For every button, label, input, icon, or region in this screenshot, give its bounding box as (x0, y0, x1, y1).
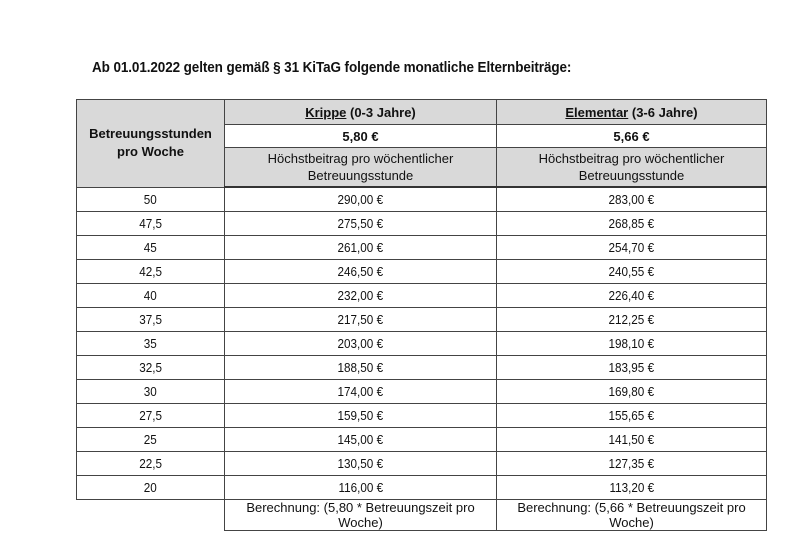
table-row (77, 284, 767, 308)
krippe-fee-cell (225, 428, 497, 452)
elementar-fee-cell-text: 254,70 € (608, 240, 655, 255)
elementar-fee-cell (497, 308, 767, 332)
table-row (77, 452, 767, 476)
hours-cell (77, 212, 225, 236)
krippe-fee-cell (225, 452, 497, 476)
krippe-age: (0-3 Jahre) (346, 104, 416, 120)
elementar-fee-cell (497, 187, 767, 212)
hours-cell-text: 45 (143, 240, 158, 255)
krippe-fee-cell-text: 232,00 € (337, 288, 384, 303)
hours-cell-text: 40 (143, 288, 158, 303)
elementar-fee-cell-text: 240,55 € (608, 264, 655, 279)
hours-cell (77, 284, 225, 308)
table-row (77, 332, 767, 356)
hours-cell-text: 32,5 (139, 360, 162, 375)
elementar-fee-cell-text: 113,20 € (609, 480, 654, 495)
elementar-calculation-note: Berechnung: (5,66 * Betreuungszeit pro Woche) (497, 500, 767, 531)
krippe-fee-cell (225, 332, 497, 356)
elementar-fee-cell (497, 428, 767, 452)
table-row (77, 404, 767, 428)
elementar-fee-cell-text: 155,65 € (608, 408, 655, 423)
hours-cell-text: 47,5 (139, 216, 162, 231)
krippe-fee-cell (225, 380, 497, 404)
hours-cell-text: 27,5 (139, 408, 162, 423)
hours-cell-text: 30 (143, 384, 158, 399)
krippe-desc-line1: Höchstbeitrag pro wöchentlicher (267, 151, 454, 166)
krippe-header (225, 100, 497, 125)
elementar-fee-cell (497, 212, 767, 236)
elementar-fee-cell-text: 283,00 € (608, 192, 655, 207)
krippe-fee-cell-text: 145,00 € (337, 432, 384, 447)
krippe-calculation-note: Berechnung: (5,80 * Betreuungszeit pro Woche) (225, 500, 497, 531)
krippe-fee-cell-text: 174,00 € (337, 384, 384, 399)
hours-cell (77, 356, 225, 380)
hours-cell-text: 42,5 (139, 264, 162, 279)
table-row (77, 428, 767, 452)
krippe-rate-description (225, 148, 497, 188)
krippe-fee-cell-text: 159,50 € (337, 408, 384, 423)
krippe-name: Krippe (305, 104, 347, 120)
elementar-fee-cell (497, 452, 767, 476)
hours-cell-text: 50 (143, 191, 158, 207)
elementar-fee-cell (497, 476, 767, 500)
hours-cell (77, 308, 225, 332)
elementar-rate-description (497, 148, 767, 188)
krippe-fee-cell-text: 290,00 € (337, 192, 384, 207)
table-row (77, 260, 767, 284)
elementar-fee-cell-text: 268,85 € (608, 216, 655, 231)
elementar-desc-line2: Betreuungsstunde (578, 168, 685, 183)
table-row (77, 187, 767, 212)
elementar-fee-cell-text: 183,95 € (608, 360, 655, 375)
hours-cell-text: 35 (143, 336, 158, 351)
krippe-fee-cell (225, 212, 497, 236)
table-row (77, 380, 767, 404)
krippe-fee-cell-text: 246,50 € (337, 264, 384, 279)
elementar-fee-cell (497, 236, 767, 260)
krippe-fee-cell (225, 476, 497, 500)
hours-cell-text: 25 (143, 432, 158, 447)
elementar-name: Elementar (565, 104, 629, 120)
table-row (77, 212, 767, 236)
hours-column-header (77, 100, 225, 188)
elementar-desc-line1: Höchstbeitrag pro wöchentlicher (538, 151, 725, 166)
elementar-fee-cell-text: 127,35 € (608, 456, 655, 471)
elementar-fee-cell (497, 260, 767, 284)
elementar-fee-cell-text: 198,10 € (608, 336, 655, 351)
hours-cell (77, 404, 225, 428)
elementar-fee-cell-text: 212,25 € (608, 312, 655, 327)
krippe-rate: 5,80 € (225, 125, 497, 148)
krippe-fee-cell-text: 261,00 € (337, 240, 384, 255)
krippe-fee-cell (225, 356, 497, 380)
elementar-fee-cell (497, 380, 767, 404)
krippe-fee-cell-text: 217,50 € (337, 312, 384, 327)
hours-cell-text: 22,5 (139, 456, 162, 471)
elementar-fee-cell (497, 404, 767, 428)
hours-cell (77, 260, 225, 284)
hours-cell (77, 428, 225, 452)
hours-header-line1: Betreuungsstunden (89, 126, 212, 142)
hours-cell (77, 187, 225, 212)
calculation-note-row (77, 500, 767, 531)
elementar-fee-cell-text: 169,80 € (608, 384, 655, 399)
hours-cell-text: 37,5 (139, 312, 162, 327)
krippe-fee-cell-text: 130,50 € (337, 456, 384, 471)
krippe-fee-cell (225, 187, 497, 212)
table-row (77, 476, 767, 500)
elementar-fee-cell (497, 356, 767, 380)
elementar-fee-cell-text: 141,50 € (608, 432, 655, 447)
table-row (77, 356, 767, 380)
hours-cell (77, 452, 225, 476)
krippe-fee-cell (225, 308, 497, 332)
hours-cell (77, 380, 225, 404)
krippe-fee-cell (225, 284, 497, 308)
empty-cell (77, 500, 225, 531)
fee-table (76, 99, 767, 531)
elementar-rate: 5,66 € (497, 125, 767, 148)
elementar-age: (3-6 Jahre) (628, 104, 698, 120)
page-title: Ab 01.01.2022 gelten gemäß § 31 KiTaG folgende monatliche Elternbeiträge: (92, 60, 572, 76)
krippe-fee-cell-text: 203,00 € (337, 336, 384, 351)
krippe-fee-cell-text: 188,50 € (337, 360, 384, 375)
hours-cell (77, 236, 225, 260)
krippe-fee-cell (225, 260, 497, 284)
elementar-header (497, 100, 767, 125)
elementar-fee-cell-text: 226,40 € (608, 288, 655, 303)
hours-cell (77, 476, 225, 500)
krippe-fee-cell-text: 116,00 € (338, 480, 383, 495)
krippe-desc-line2: Betreuungsstunde (307, 168, 414, 183)
elementar-fee-cell (497, 332, 767, 356)
hours-header-line2: pro Woche (117, 144, 184, 160)
elementar-fee-cell (497, 284, 767, 308)
hours-cell-text: 20 (143, 480, 158, 495)
hours-cell (77, 332, 225, 356)
table-row (77, 308, 767, 332)
krippe-fee-cell (225, 236, 497, 260)
table-row (77, 236, 767, 260)
krippe-fee-cell-text: 275,50 € (337, 216, 384, 231)
krippe-fee-cell (225, 404, 497, 428)
